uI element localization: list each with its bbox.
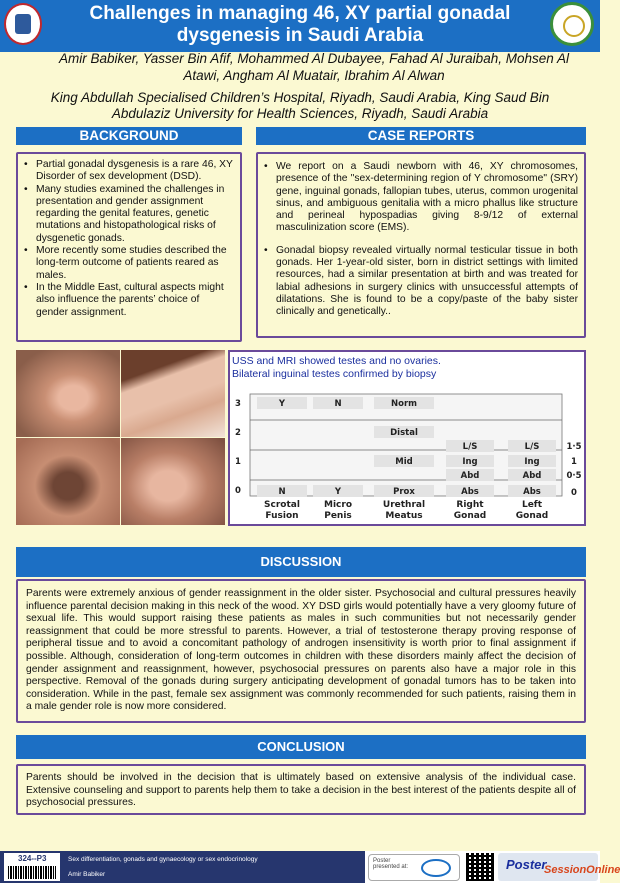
background-item: • Many studies examined the challenges in presentation and gender assignment regarding the genital features, genetic mutations and histopathological risks of dysgenetic gonads.: [24, 184, 234, 245]
chart-cell-label: Distal: [390, 428, 418, 438]
chart-scale-left: 1: [235, 457, 241, 467]
background-heading: BACKGROUND: [16, 127, 242, 145]
chart-cell-label: Abd: [460, 471, 480, 481]
background-item: • Partial gonadal dysgenesis is a rare 46, XY Disorder of sex development (DSD).: [24, 159, 234, 184]
chart-cell-label: Prox: [393, 487, 415, 497]
chart-column-label: Fusion: [265, 511, 299, 521]
hospital-logo: [4, 3, 42, 45]
clinical-photo: [16, 350, 120, 437]
university-logo: [550, 2, 594, 46]
footer: [0, 851, 620, 883]
authors: Amir Babiker, Yasser Bin Afif, Mohammed Al Dubayee, Fahad Al Juraibah, Mohsen Al Atawi, Angham Al Muatair, Ibrahim Al Alwan: [59, 51, 569, 83]
case-report-item: • We report on a Saudi newborn with 46, XY chromosomes, presence of the "sex-determining region of Y chromosome" (SRY) gene, inguinal gonads, fallopian tubes, uterus, common urogenital sinus, and ambiguous genitalia with a micro phallus like structure and perineal hypospadias giving 8-9/12 of external masculinization score (EMS).: [264, 161, 578, 235]
chart-scale-left: 2: [235, 428, 241, 438]
chart-column-label: Penis: [324, 511, 352, 521]
conclusion-heading: CONCLUSION: [16, 735, 586, 759]
chart-column-label: Gonad: [515, 511, 549, 521]
discussion-text: Parents were extremely anxious of gender reassignment in the older sister. Psychosocial and cultural pressures heavily influence parental decision making in this neck of the wood. XY DSD girls would potentially have a very gloomy future of sexual life. This would support raising these patients as males in such communities but not necessarily gender reassignment that could be more stressful to parents. However, a trial of testosterone therapy proving response of peripheral tissue and to avoid a concomitant pathology of androgen insensitivity is worth prior to final assignment if possible. Although, consideration of long-term outcomes in children with these disorders mainly affect the decision of gender assignment and reassignment, however, psychosocial pressures on parents also have a major role in this perspective. Removal of the gonads during surgery anticipating development of gonadal tumors has to be taken into consideration. While in the past, female sex assignment was commonly recommended for such patients, raising them in a male gender role is now more considered.: [26, 588, 576, 713]
poster-code: [4, 853, 60, 881]
chart-cell-label: Mid: [395, 457, 413, 467]
brand-text: SessionOnline: [544, 864, 620, 876]
chart-cell-label: Ing: [524, 457, 540, 467]
chart-column-label: Gonad: [453, 511, 487, 521]
qr-code-icon[interactable]: [466, 853, 494, 881]
chart-cell-label: Norm: [390, 399, 418, 409]
presented-label: presented at:: [373, 864, 409, 870]
chart-cell-label: L/S: [462, 442, 478, 452]
poster-title: Challenges in managing 46, XY partial gonadal dysgenesis in Saudi Arabia: [89, 3, 511, 46]
discussion-box: [16, 579, 586, 723]
presented-at: [368, 854, 460, 881]
chart-column-label: Right: [456, 500, 484, 510]
conclusion-box: [16, 764, 586, 815]
clinical-photo: [121, 438, 225, 525]
ems-chart: [230, 394, 584, 524]
chart-column-label: Meatus: [385, 511, 423, 521]
chart-cell-label: L/S: [524, 442, 540, 452]
case-reports-heading: CASE REPORTS: [256, 127, 586, 145]
clinical-photo: [121, 350, 225, 437]
case-reports-box: [256, 152, 586, 338]
chart-scale-right: 0: [571, 488, 577, 498]
background-box: [16, 152, 242, 342]
ems-chart-panel: [228, 350, 586, 526]
postersessiononline-logo[interactable]: [498, 853, 620, 881]
clinical-photos: [16, 350, 225, 525]
chart-cell-label: Abs: [523, 487, 541, 497]
background-item: • More recently some studies described the long-term outcome of patients reared as males.: [24, 245, 234, 282]
chart-cell-label: N: [278, 487, 286, 497]
case-report-item: • Gonadal biopsy revealed virtually normal testicular tissue in both gonads. Her 1-year-old sister, born in district settings with limited resources, had a similar presentation at birth and was treated for labial adhesions in surgery clinics with unsuccessful attempts of dilatations. She is found to be a copy/paste of the baby sister clinically and genetically..: [264, 245, 578, 319]
findings-line: Bilateral inguinal testes confirmed by biopsy: [232, 368, 437, 380]
chart-scale-right: 0·5: [566, 471, 582, 481]
chart-column-label: Left: [521, 500, 543, 510]
chart-column-label: Urethral: [382, 500, 426, 510]
chart-scale-right: 1·5: [566, 442, 582, 452]
clinical-photo: [16, 438, 120, 525]
chart-scale-left: 0: [235, 486, 241, 496]
brand-text: Poster: [506, 857, 547, 872]
presented-label: Poster: [373, 858, 391, 864]
chart-scale-right: 1: [571, 457, 577, 467]
conclusion-text: Parents should be involved in the decision that is ultimately based on extensive analysis of the individual case. Extensive counseling and support to parents help them to take a decision in the best interest of the patients despite all of psychosocial pressures.: [26, 772, 576, 809]
chart-cell-label: Y: [278, 399, 286, 409]
chart-column-label: Scrotal: [264, 500, 300, 510]
findings-text: [232, 355, 441, 381]
chart-cell-label: Abd: [522, 471, 542, 481]
poster-topic: Sex differentiation, gonads and gynaecology or sex endocrinology: [68, 856, 258, 863]
poster-code-text: 324--P3: [18, 854, 47, 863]
poster-author: Amir Babiker: [68, 871, 106, 878]
affiliation: King Abdullah Specialised Children’s Hospital, Riyadh, Saudi Arabia, King Saud Bin Abdulaziz University for Health Sciences, Riyadh, Saudi Arabia: [50, 90, 550, 121]
discussion-heading: DISCUSSION: [16, 547, 586, 577]
chart-cell-label: N: [334, 399, 342, 409]
findings-line: USS and MRI showed testes and no ovaries.: [232, 355, 441, 367]
footer-info: [0, 851, 365, 883]
barcode-icon: [8, 866, 56, 879]
congress-logo: [421, 859, 451, 877]
chart-cell-label: Ing: [462, 457, 478, 467]
chart-column-label: Micro: [324, 500, 352, 510]
chart-scale-left: 3: [235, 399, 241, 409]
chart-cell-label: Y: [334, 487, 342, 497]
chart-cell-label: Abs: [461, 487, 479, 497]
background-item: • In the Middle East, cultural aspects might also influence the parents’ choice of gender assignment.: [24, 282, 234, 319]
